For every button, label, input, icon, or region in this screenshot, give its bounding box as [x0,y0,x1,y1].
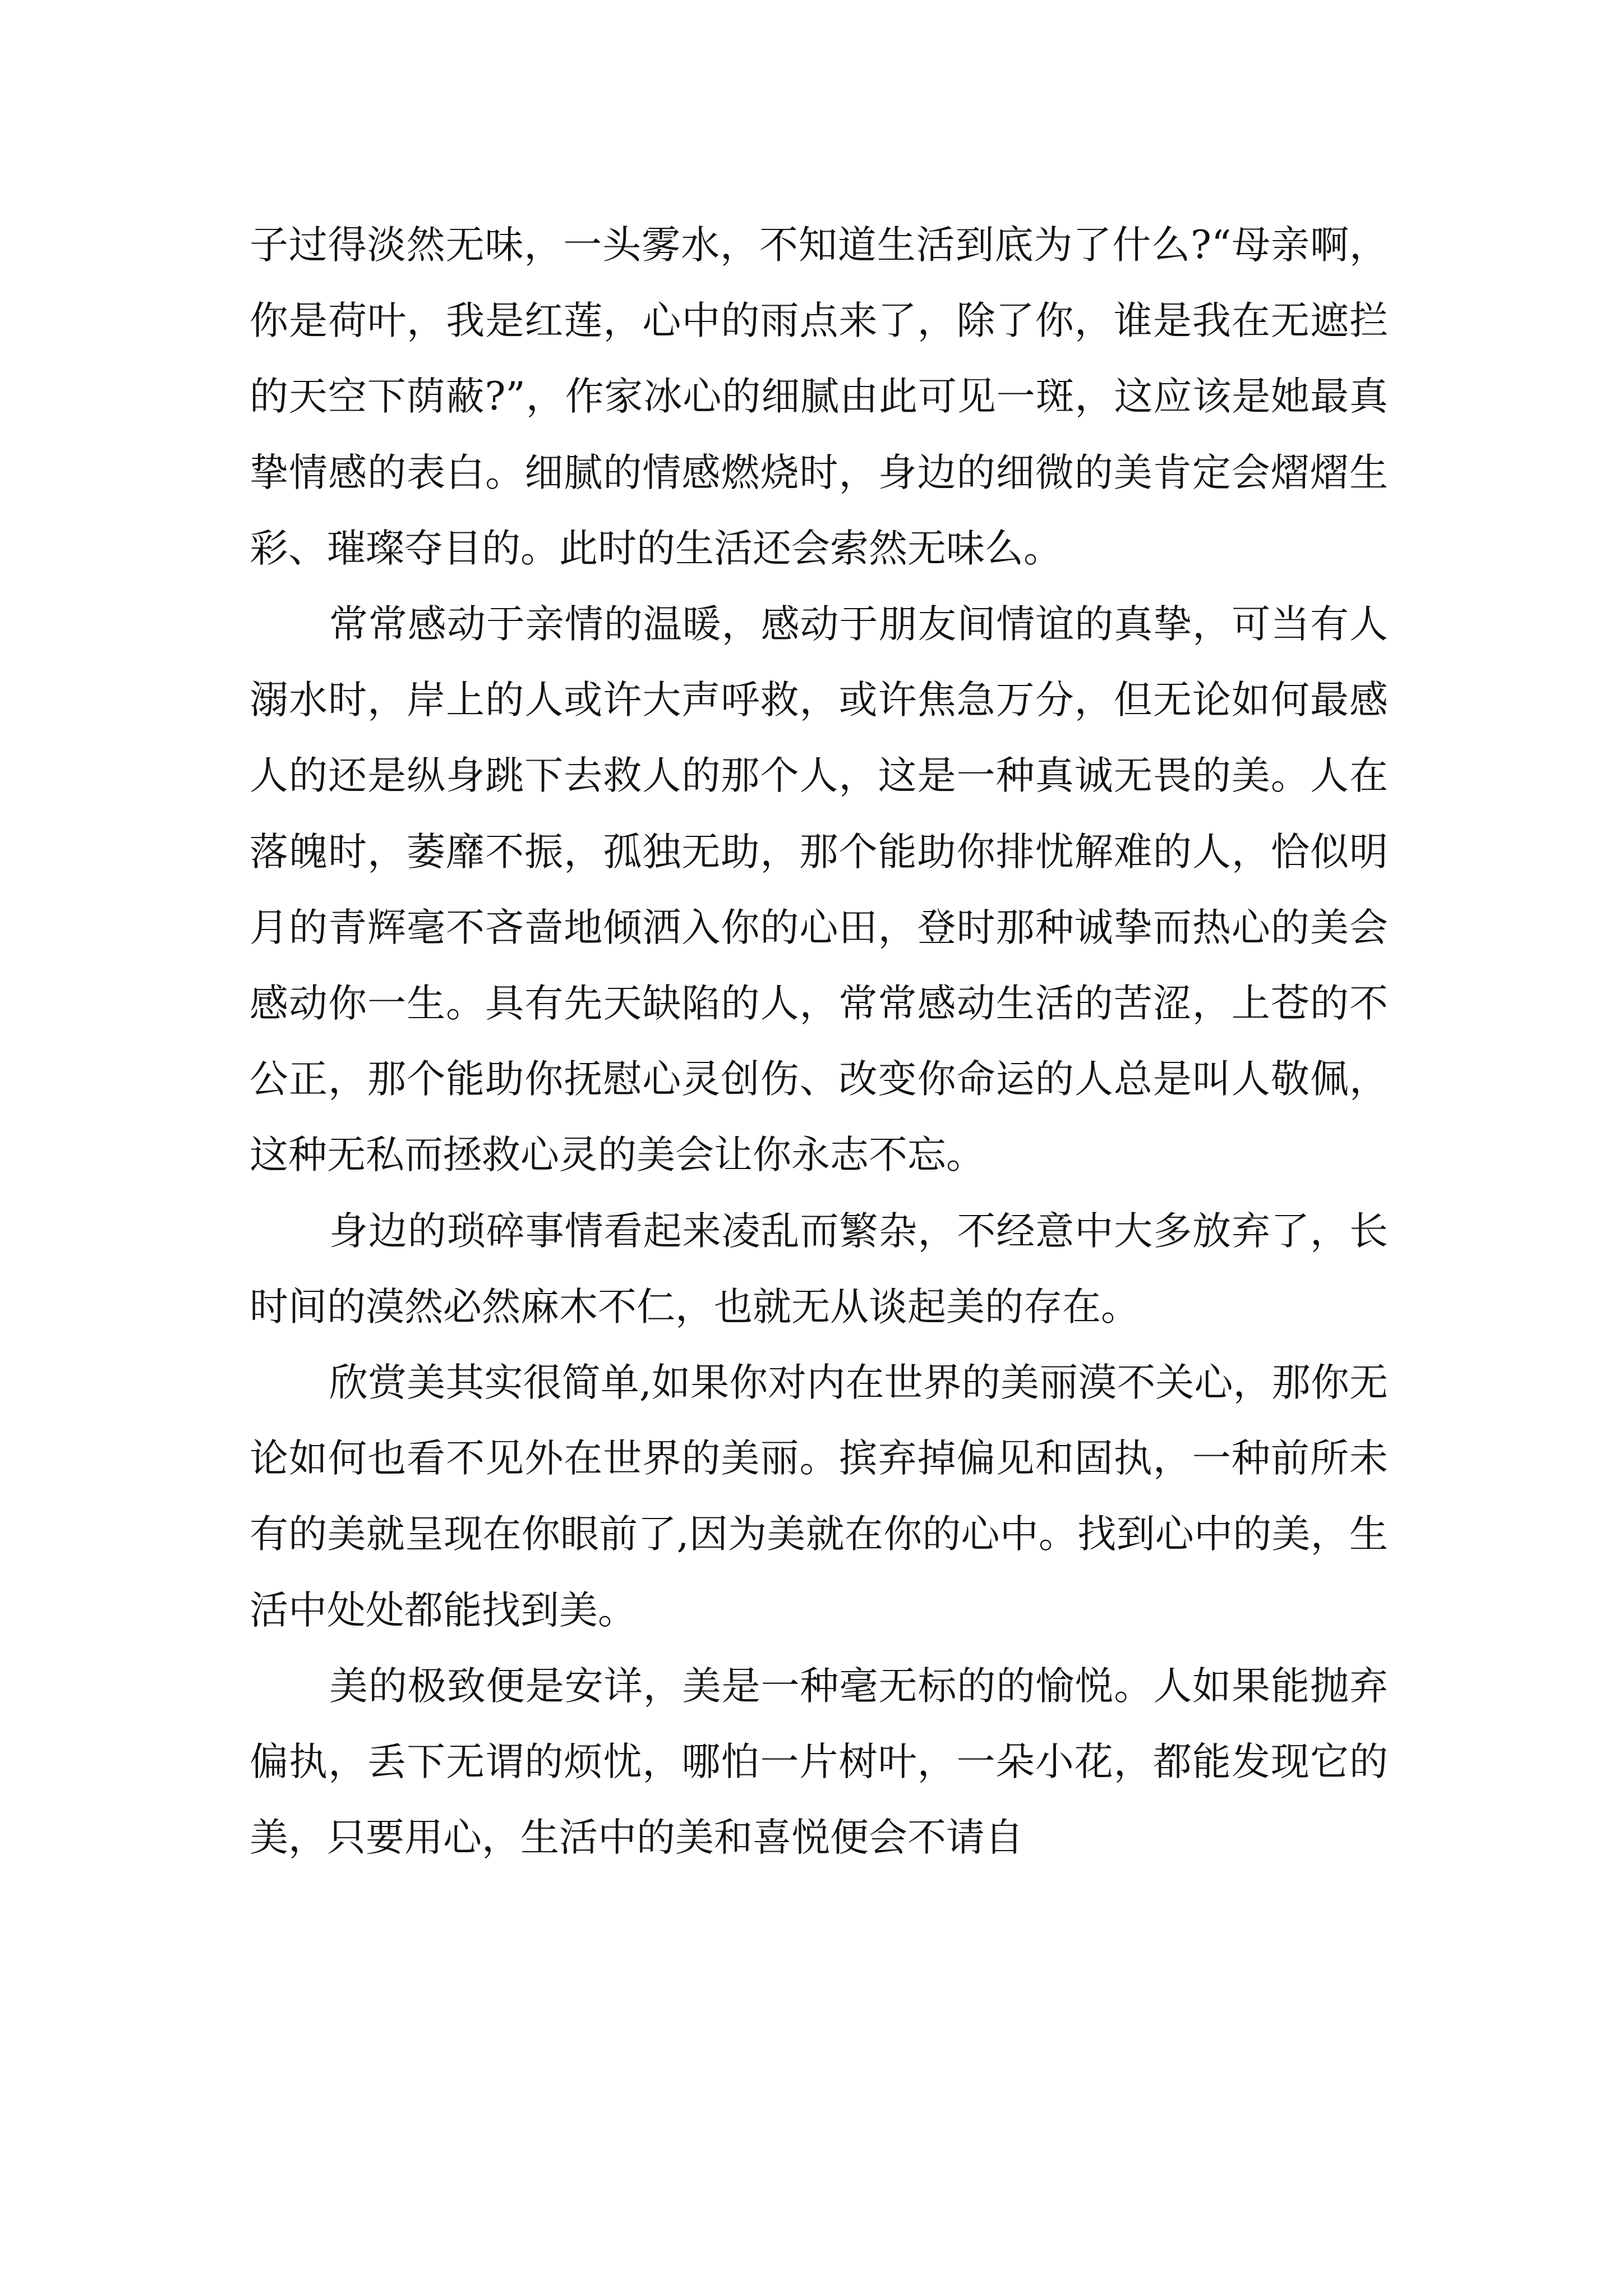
document-body [250,208,1388,1876]
paragraph-5: 美的极致便是安详，美是一种毫无标的的愉悦。人如果能抛弃偏执，丢下无谓的烦忧，哪怕一片树叶，一朵小花，都能发现它的美，只要用心，生活中的美和喜悦便会不请自 [250,1663,1388,1861]
paragraph-4: 欣赏美其实很简单,如果你对内在世界的美丽漠不关心，那你无论如何也看不见外在世界的美丽。摈弃掉偏见和固执，一种前所未有的美就呈现在你眼前了,因为美就在你的心中。找到心中的美，生活中处处都能找到美。 [250,1360,1388,1633]
paragraph-1: 子过得淡然无味，一头雾水，不知道生活到底为了什么?“母亲啊，你是荷叶，我是红莲，心中的雨点来了，除了你，谁是我在无遮拦的天空下荫蔽?”，作家冰心的细腻由此可见一斑，这应该是她最真挚情感的表白。细腻的情感燃烧时，身边的细微的美肯定会熠熠生彩、璀璨夺目的。此时的生活还会索然无味么。 [250,223,1388,571]
paragraph-3: 身边的琐碎事情看起来凌乱而繁杂，不经意中大多放弃了，长时间的漠然必然麻木不仁，也就无从谈起美的存在。 [250,1208,1388,1329]
paragraph-2: 常常感动于亲情的温暖，感动于朋友间情谊的真挚，可当有人溺水时，岸上的人或许大声呼救，或许焦急万分，但无论如何最感人的还是纵身跳下去救人的那个人，这是一种真诚无畏的美。人在落魄时，萎靡不振，孤独无助，那个能助你排忧解难的人，恰似明月的青辉毫不吝啬地倾洒入你的心田，登时那种诚挚而热心的美会感动你一生。具有先天缺陷的人，常常感动生活的苦涩，上苍的不公正，那个能助你抚慰心灵创伤、改变你命运的人总是叫人敬佩，这种无私而拯救心灵的美会让你永志不忘。 [250,602,1388,1178]
